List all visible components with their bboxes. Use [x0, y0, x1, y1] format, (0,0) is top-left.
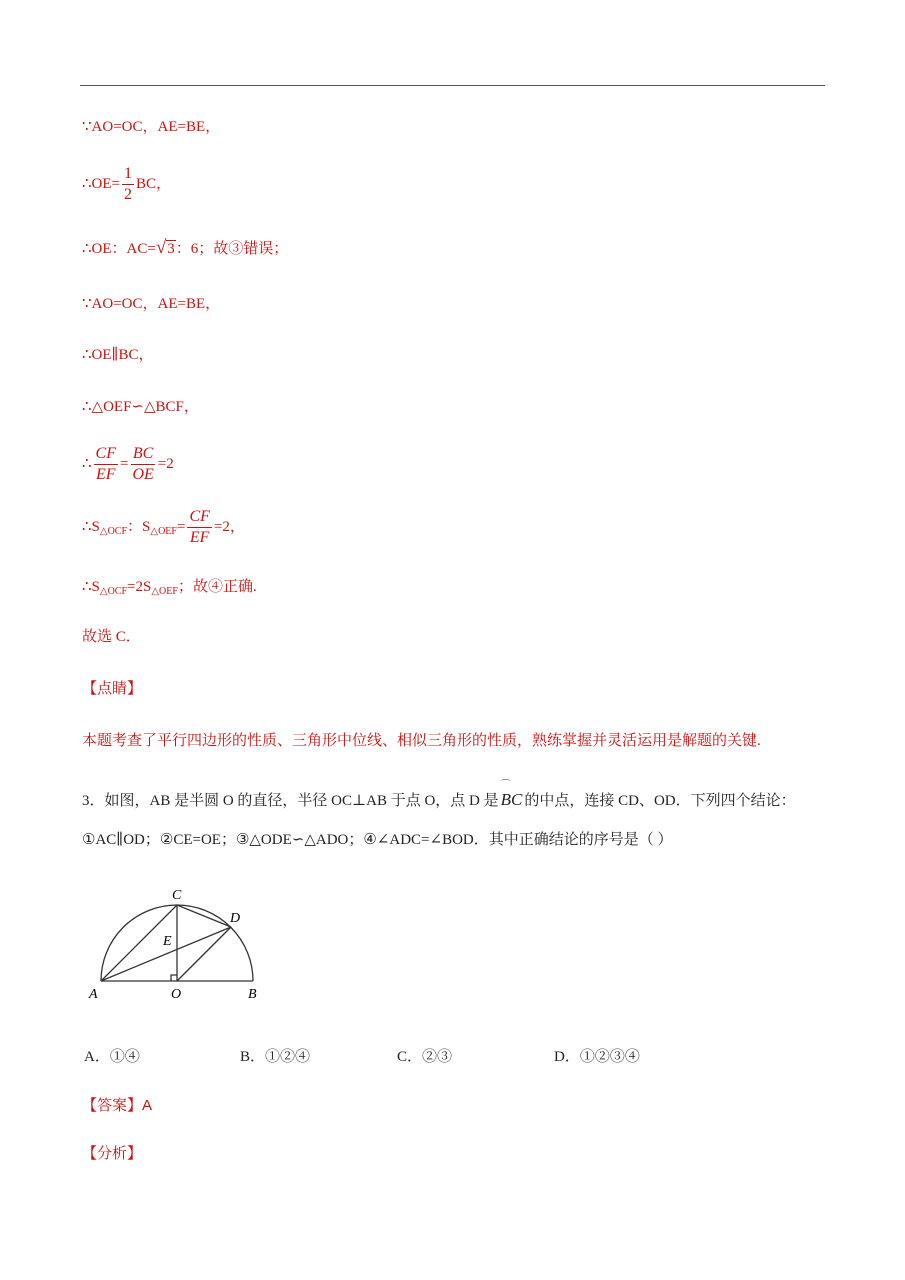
arc-label: BC: [500, 790, 523, 809]
text: =2S: [127, 579, 152, 595]
text: ∴OE=: [82, 175, 120, 192]
text: 的中点，连接 CD、OD．下列四个结论：: [524, 793, 796, 809]
text: ∴: [82, 455, 92, 472]
text: =2: [157, 455, 174, 472]
label-a: A: [89, 987, 98, 1002]
solution-line-6: [82, 400, 199, 415]
text: D．①②③④: [554, 1049, 640, 1065]
dianjing-heading: [82, 682, 142, 697]
answer-heading: 【答案】: [82, 1098, 143, 1114]
text: A．①④: [84, 1049, 140, 1065]
arc-icon: ⌒: [500, 780, 511, 791]
fraction-cf-ef: [94, 446, 118, 483]
text: ①AC∥OD；②CE=OE；③△ODE∽△ADO；④∠ADC=∠BOD．其中正确结论的序号是（ ）: [82, 832, 673, 848]
option-c[interactable]: [397, 1045, 452, 1066]
text: ∴△OEF∽△BCF，: [82, 399, 199, 415]
text: ∴OE：AC=: [82, 241, 156, 257]
text: ∴S: [82, 579, 100, 595]
arc-bc: [500, 780, 523, 809]
text: B．①②④: [240, 1049, 311, 1065]
fraction-cf-ef: [187, 509, 211, 546]
answer-line: [82, 1098, 152, 1114]
text: ∴OE∥BC，: [82, 347, 154, 363]
subscript: △OCF: [99, 525, 128, 537]
text: ∴S: [82, 518, 100, 535]
text: ；故④正确.: [177, 579, 257, 595]
numerator: BC: [131, 446, 155, 465]
semicircle-figure: [84, 884, 270, 1004]
text: =: [120, 455, 129, 472]
option-b[interactable]: [240, 1045, 310, 1066]
subscript: △OCF: [99, 586, 128, 597]
label-c: C: [172, 888, 182, 903]
solution-line-9: [82, 580, 257, 597]
solution-line-3: [82, 238, 288, 257]
option-d[interactable]: [554, 1045, 640, 1066]
analysis-heading: [82, 1147, 142, 1162]
option-a[interactable]: [84, 1045, 140, 1066]
text: 本题考查了平行四边形的性质、三角形中位线、相似三角形的性质，熟练掌握并灵活运用是解题的关键.: [82, 733, 761, 749]
denominator: EF: [189, 529, 210, 546]
text: =: [176, 518, 186, 535]
text: 3．如图，AB 是半圆 O 的直径，半径 OC⊥AB 于点 O，点 D 是: [82, 793, 499, 809]
solution-line-10: [82, 630, 141, 645]
label-e: E: [163, 934, 172, 949]
question-line-2: [82, 833, 673, 848]
text: 故选 C．: [82, 629, 141, 645]
text: ：S: [127, 518, 151, 535]
label-d: D: [230, 911, 241, 926]
denominator: EF: [96, 466, 116, 483]
sqrt-three: [156, 238, 176, 257]
numerator: CF: [187, 509, 211, 528]
label-b: B: [248, 987, 257, 1002]
label-o: O: [171, 987, 182, 1002]
denominator: 2: [124, 186, 132, 203]
text: ：6；故③错误；: [175, 241, 289, 257]
numerator: 1: [122, 166, 134, 185]
header-rule: [80, 85, 825, 86]
text: ∵AO=OC，AE=BE，: [82, 119, 221, 135]
solution-line-1: [82, 120, 220, 135]
text: =2，: [213, 518, 245, 535]
solution-line-4: [82, 297, 220, 312]
text: BC，: [136, 175, 172, 192]
text: 【点睛】: [82, 681, 143, 697]
solution-line-8: [82, 509, 245, 546]
fraction-bc-oe: [130, 446, 155, 483]
solution-line-7: [82, 446, 174, 483]
text: ∵AO=OC，AE=BE，: [82, 296, 221, 312]
radicand: 3: [167, 241, 175, 257]
dianjing-text: [82, 734, 761, 749]
text: C．②③: [397, 1049, 453, 1065]
answer-value: A: [142, 1097, 153, 1114]
subscript: △OEF: [150, 525, 177, 537]
denominator: OE: [132, 466, 154, 483]
radical-icon: √: [155, 237, 167, 258]
solution-line-2: [82, 166, 171, 203]
text: 【分析】: [82, 1146, 143, 1162]
right-angle-mark: [171, 975, 177, 981]
fraction-one-half: [122, 166, 134, 203]
segment-cd: [177, 905, 231, 927]
question-line-1: [82, 780, 796, 809]
solution-line-5: [82, 348, 153, 363]
numerator: CF: [94, 446, 118, 465]
segment-od: [177, 927, 231, 981]
subscript: △OEF: [151, 586, 178, 597]
